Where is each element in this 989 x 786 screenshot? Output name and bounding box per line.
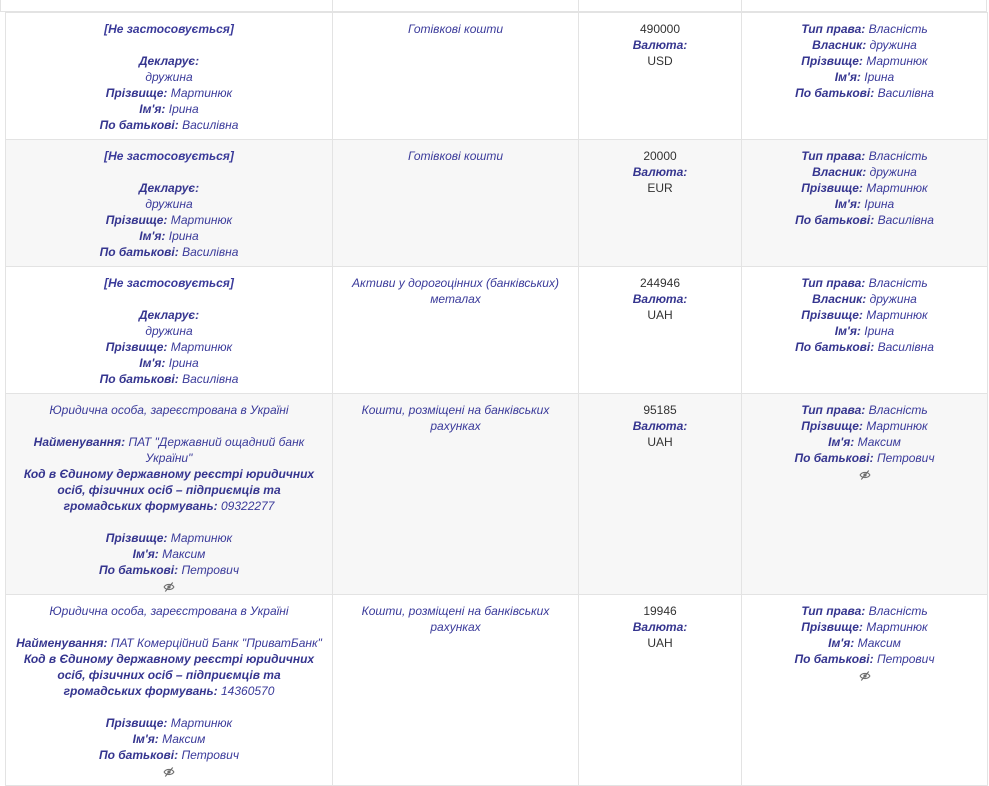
patronymic-label: По батькові:: [99, 372, 179, 386]
edr-code-label: Код в Єдиному державному реєстрі юридичних осіб, фізичних осіб – підприємців та громадських формувань:: [23, 652, 315, 698]
hidden-eye-icon[interactable]: [163, 581, 175, 593]
owner-name-value: Ірина: [864, 70, 895, 84]
hidden-eye-icon[interactable]: [163, 766, 175, 778]
edr-code-label: Код в Єдиному державному реєстрі юридичних осіб, фізичних осіб – підприємців та громадських формувань:: [23, 467, 315, 513]
right-type-value: Власність: [868, 149, 928, 163]
name-label: Ім'я:: [139, 229, 166, 243]
org-type: Юридична особа, зареєстрована в Україні: [49, 403, 289, 417]
currency-value: USD: [647, 54, 673, 68]
owner-patronymic-value: Петрович: [876, 451, 935, 465]
surname-label: Прізвище:: [105, 213, 168, 227]
amount-value: 244946: [639, 276, 681, 290]
right-type-value: Власність: [868, 276, 928, 290]
owner-surname-label: Прізвище:: [801, 620, 863, 634]
counterparty-cell: [6, 267, 333, 394]
owner-patronymic-value: Василівна: [877, 340, 934, 354]
surname-value: Мартинюк: [170, 213, 233, 227]
owner-value: дружина: [869, 292, 917, 306]
counterparty-cell: [6, 13, 333, 140]
owner-surname-label: Прізвище:: [801, 419, 863, 433]
surname-value: Мартинюк: [170, 86, 233, 100]
counterparty-cell: [6, 394, 333, 595]
right-type-label: Тип права:: [801, 22, 866, 36]
asset-type-cell: [333, 140, 579, 267]
not-applicable-label: [Не застосовується]: [104, 276, 234, 290]
currency-value: UAH: [647, 308, 673, 322]
owner-name-label: Ім'я:: [834, 197, 861, 211]
currency-value: EUR: [647, 181, 673, 195]
owner-value: дружина: [869, 38, 917, 52]
amount-value: 19946: [643, 604, 677, 618]
amount-cell: [579, 267, 742, 394]
owner-surname-label: Прізвище:: [801, 308, 863, 322]
monetary-assets-table: [5, 12, 988, 786]
patronymic-label: По батькові:: [99, 245, 179, 259]
right-type-label: Тип права:: [801, 149, 866, 163]
surname-value: Мартинюк: [170, 340, 233, 354]
asset-type-cell: [333, 13, 579, 140]
table-row: [6, 140, 988, 267]
previous-row-strip: [0, 0, 987, 12]
patronymic-value: Василівна: [182, 245, 239, 259]
org-name-label: Найменування:: [33, 435, 126, 449]
patronymic-value: Василівна: [182, 372, 239, 386]
name-value: Ірина: [168, 102, 199, 116]
edr-code-value: 14360570: [221, 684, 275, 698]
owner-label: Власник:: [812, 165, 867, 179]
right-type-value: Власність: [868, 22, 928, 36]
declarant-label: Декларує:: [138, 54, 200, 68]
name-value: Ірина: [168, 356, 199, 370]
name-label: Ім'я:: [132, 732, 159, 746]
owner-patronymic-value: Петрович: [876, 652, 935, 666]
owner-name-value: Максим: [857, 435, 901, 449]
owner-patronymic-label: По батькові:: [795, 86, 875, 100]
declarant-value: дружина: [145, 197, 193, 211]
declarant-value: дружина: [145, 70, 193, 84]
amount-value: 490000: [639, 22, 681, 36]
owner-name-value: Максим: [857, 636, 901, 650]
ownership-cell: [742, 595, 988, 786]
declarant-value: дружина: [145, 324, 193, 338]
owner-surname-value: Мартинюк: [866, 620, 928, 634]
asset-type-cell: [333, 394, 579, 595]
patronymic-value: Петрович: [181, 563, 240, 577]
owner-name-value: Ірина: [864, 197, 895, 211]
surname-label: Прізвище:: [105, 531, 168, 545]
patronymic-label: По батькові:: [98, 748, 179, 762]
owner-surname-label: Прізвище:: [801, 181, 863, 195]
table-row: [6, 595, 988, 786]
name-value: Максим: [162, 732, 206, 746]
right-type-value: Власність: [868, 403, 928, 417]
surname-label: Прізвище:: [105, 340, 168, 354]
owner-patronymic-value: Василівна: [877, 86, 934, 100]
counterparty-cell: [6, 140, 333, 267]
currency-value: UAH: [647, 435, 673, 449]
surname-value: Мартинюк: [170, 716, 233, 730]
org-name-label: Найменування:: [16, 636, 108, 650]
surname-label: Прізвище:: [105, 716, 168, 730]
name-label: Ім'я:: [139, 356, 166, 370]
name-label: Ім'я:: [132, 547, 159, 561]
counterparty-cell: [6, 595, 333, 786]
not-applicable-label: [Не застосовується]: [104, 22, 234, 36]
owner-patronymic-label: По батькові:: [794, 652, 874, 666]
asset-type: Готівкові кошти: [407, 149, 504, 163]
right-type-value: Власність: [868, 604, 928, 618]
owner-patronymic-value: Василівна: [877, 213, 934, 227]
owner-patronymic-label: По батькові:: [795, 213, 875, 227]
owner-surname-value: Мартинюк: [866, 308, 928, 322]
ownership-cell: [742, 13, 988, 140]
declarant-label: Декларує:: [138, 181, 200, 195]
currency-label: Валюта:: [632, 620, 688, 634]
owner-name-value: Ірина: [864, 324, 895, 338]
amount-cell: [579, 595, 742, 786]
owner-surname-label: Прізвище:: [801, 54, 863, 68]
owner-patronymic-label: По батькові:: [794, 451, 874, 465]
currency-label: Валюта:: [632, 165, 688, 179]
asset-type-cell: [333, 267, 579, 394]
right-type-label: Тип права:: [801, 276, 866, 290]
amount-cell: [579, 394, 742, 595]
currency-label: Валюта:: [632, 38, 688, 52]
asset-type: Кошти, розміщені на банківських рахунках: [361, 403, 550, 433]
name-label: Ім'я:: [139, 102, 166, 116]
patronymic-value: Василівна: [182, 118, 239, 132]
owner-name-label: Ім'я:: [834, 324, 861, 338]
patronymic-value: Петрович: [181, 748, 240, 762]
patronymic-label: По батькові:: [98, 563, 179, 577]
amount-cell: [579, 140, 742, 267]
asset-type: Готівкові кошти: [407, 22, 504, 36]
ownership-cell: [742, 267, 988, 394]
org-name-value: ПАТ "Державний ощадний банк України": [128, 435, 305, 465]
owner-label: Власник:: [812, 38, 867, 52]
ownership-cell: [742, 394, 988, 595]
currency-label: Валюта:: [632, 419, 688, 433]
asset-type: Активи у дорогоцінних (банківських) металах: [352, 276, 559, 306]
right-type-label: Тип права:: [801, 604, 866, 618]
hidden-eye-icon[interactable]: [859, 469, 871, 481]
owner-name-label: Ім'я:: [828, 636, 855, 650]
surname-value: Мартинюк: [170, 531, 233, 545]
owner-surname-value: Мартинюк: [866, 419, 928, 433]
amount-cell: [579, 13, 742, 140]
amount-value: 20000: [643, 149, 677, 163]
amount-value: 95185: [643, 403, 677, 417]
declarant-label: Декларує:: [138, 308, 200, 322]
owner-name-label: Ім'я:: [834, 70, 861, 84]
patronymic-label: По батькові:: [99, 118, 179, 132]
table-row: [6, 394, 988, 595]
edr-code-value: 09322277: [221, 499, 275, 513]
hidden-eye-icon[interactable]: [859, 670, 871, 682]
name-value: Ірина: [168, 229, 199, 243]
owner-value: дружина: [869, 165, 917, 179]
name-value: Максим: [162, 547, 206, 561]
asset-type-cell: [333, 595, 579, 786]
owner-patronymic-label: По батькові:: [795, 340, 875, 354]
owner-name-label: Ім'я:: [828, 435, 855, 449]
table-row: [6, 267, 988, 394]
owner-label: Власник:: [812, 292, 867, 306]
ownership-cell: [742, 140, 988, 267]
org-type: Юридична особа, зареєстрована в Україні: [49, 604, 289, 618]
surname-label: Прізвище:: [105, 86, 168, 100]
not-applicable-label: [Не застосовується]: [104, 149, 234, 163]
owner-surname-value: Мартинюк: [866, 54, 928, 68]
asset-type: Кошти, розміщені на банківських рахунках: [361, 604, 550, 634]
right-type-label: Тип права:: [801, 403, 866, 417]
currency-label: Валюта:: [632, 292, 688, 306]
currency-value: UAH: [647, 636, 673, 650]
org-name-value: ПАТ Комерційний Банк "ПриватБанк": [110, 636, 322, 650]
table-row: [6, 13, 988, 140]
owner-surname-value: Мартинюк: [866, 181, 928, 195]
